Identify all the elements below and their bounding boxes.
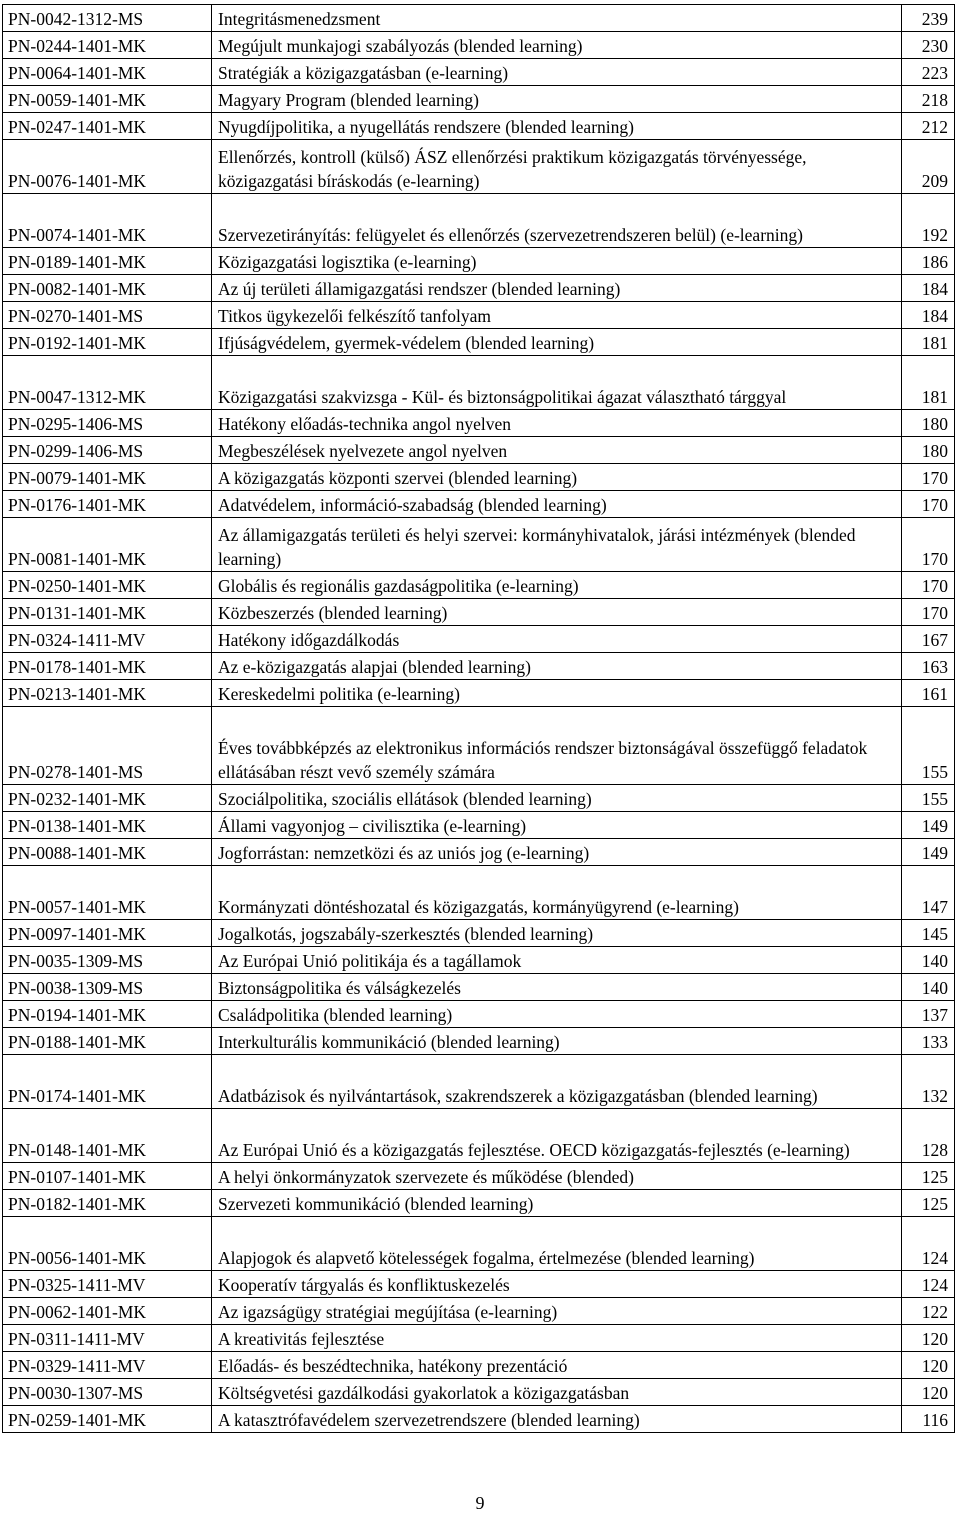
participant-count: 122 bbox=[902, 1298, 955, 1325]
table-row bbox=[3, 1109, 955, 1163]
participant-count: 120 bbox=[902, 1379, 955, 1406]
course-code: PN-0189-1401-MK bbox=[3, 248, 212, 275]
participant-count: 137 bbox=[902, 1001, 955, 1028]
course-title: Szervezetirányítás: felügyelet és ellenőrzés (szervezetrendszeren belül) (e-learning) bbox=[212, 194, 902, 248]
participant-count: 184 bbox=[902, 302, 955, 329]
course-title: Az Európai Unió politikája és a tagállamok bbox=[212, 947, 902, 974]
table-row bbox=[3, 5, 955, 32]
course-title: Biztonságpolitika és válságkezelés bbox=[212, 974, 902, 1001]
participant-count: 180 bbox=[902, 437, 955, 464]
table-row bbox=[3, 1001, 955, 1028]
participant-count: 120 bbox=[902, 1352, 955, 1379]
course-title: Közigazgatási szakvizsga - Kül- és biztonságpolitikai ágazat választható tárggyal bbox=[212, 356, 902, 410]
table-row bbox=[3, 1352, 955, 1379]
table-row bbox=[3, 1190, 955, 1217]
participant-count: 170 bbox=[902, 599, 955, 626]
course-title: Globális és regionális gazdaságpolitika (e-learning) bbox=[212, 572, 902, 599]
course-title: Stratégiák a közigazgatásban (e-learning) bbox=[212, 59, 902, 86]
course-code: PN-0030-1307-MS bbox=[3, 1379, 212, 1406]
table-row bbox=[3, 491, 955, 518]
course-title: Jogalkotás, jogszabály-szerkesztés (blended learning) bbox=[212, 920, 902, 947]
participant-count: 155 bbox=[902, 707, 955, 785]
course-code: PN-0131-1401-MK bbox=[3, 599, 212, 626]
table-row bbox=[3, 59, 955, 86]
participant-count: 125 bbox=[902, 1163, 955, 1190]
course-code: PN-0076-1401-MK bbox=[3, 140, 212, 194]
course-code: PN-0182-1401-MK bbox=[3, 1190, 212, 1217]
participant-count: 223 bbox=[902, 59, 955, 86]
participant-count: 209 bbox=[902, 140, 955, 194]
table-row bbox=[3, 194, 955, 248]
course-title: Adatvédelem, információ-szabadság (blended learning) bbox=[212, 491, 902, 518]
table-row bbox=[3, 275, 955, 302]
course-title: A katasztrófavédelem szervezetrendszere (blended learning) bbox=[212, 1406, 902, 1433]
course-code: PN-0188-1401-MK bbox=[3, 1028, 212, 1055]
course-title: Megbeszélések nyelvezete angol nyelven bbox=[212, 437, 902, 464]
course-code: PN-0176-1401-MK bbox=[3, 491, 212, 518]
course-code: PN-0259-1401-MK bbox=[3, 1406, 212, 1433]
course-code: PN-0311-1411-MV bbox=[3, 1325, 212, 1352]
table-row bbox=[3, 572, 955, 599]
table-row bbox=[3, 599, 955, 626]
table-row bbox=[3, 356, 955, 410]
course-title: Állami vagyonjog – civilisztika (e-learning) bbox=[212, 812, 902, 839]
participant-count: 218 bbox=[902, 86, 955, 113]
course-title: Integritásmenedzsment bbox=[212, 5, 902, 32]
table-row bbox=[3, 866, 955, 920]
course-code: PN-0329-1411-MV bbox=[3, 1352, 212, 1379]
participant-count: 161 bbox=[902, 680, 955, 707]
table-row bbox=[3, 437, 955, 464]
course-title: Nyugdíjpolitika, a nyugellátás rendszere (blended learning) bbox=[212, 113, 902, 140]
course-code: PN-0295-1406-MS bbox=[3, 410, 212, 437]
course-code: PN-0232-1401-MK bbox=[3, 785, 212, 812]
course-title: Költségvetési gazdálkodási gyakorlatok a közigazgatásban bbox=[212, 1379, 902, 1406]
course-code: PN-0079-1401-MK bbox=[3, 464, 212, 491]
course-title: Kereskedelmi politika (e-learning) bbox=[212, 680, 902, 707]
course-title: Hatékony időgazdálkodás bbox=[212, 626, 902, 653]
course-title: Interkulturális kommunikáció (blended learning) bbox=[212, 1028, 902, 1055]
course-code: PN-0174-1401-MK bbox=[3, 1055, 212, 1109]
course-title: Az új területi államigazgatási rendszer (blended learning) bbox=[212, 275, 902, 302]
course-title: Kooperatív tárgyalás és konfliktuskezelés bbox=[212, 1271, 902, 1298]
course-code: PN-0325-1411-MV bbox=[3, 1271, 212, 1298]
table-row bbox=[3, 329, 955, 356]
table-row bbox=[3, 812, 955, 839]
table-row bbox=[3, 839, 955, 866]
participant-count: 170 bbox=[902, 572, 955, 599]
table-row bbox=[3, 1163, 955, 1190]
course-table bbox=[2, 4, 955, 1433]
course-code: PN-0324-1411-MV bbox=[3, 626, 212, 653]
table-row bbox=[3, 653, 955, 680]
course-code: PN-0038-1309-MS bbox=[3, 974, 212, 1001]
table-row bbox=[3, 302, 955, 329]
course-title: Magyary Program (blended learning) bbox=[212, 86, 902, 113]
course-title: Az államigazgatás területi és helyi szervei: kormányhivatalok, járási intézmények (blended learning) bbox=[212, 518, 902, 572]
course-title: Éves továbbképzés az elektronikus információs rendszer biztonságával összefüggő feladatok ellátásában részt vevő személy számára bbox=[212, 707, 902, 785]
course-title: Szociálpolitika, szociális ellátások (blended learning) bbox=[212, 785, 902, 812]
course-title: Közbeszerzés (blended learning) bbox=[212, 599, 902, 626]
table-row bbox=[3, 518, 955, 572]
participant-count: 192 bbox=[902, 194, 955, 248]
participant-count: 140 bbox=[902, 947, 955, 974]
table-row bbox=[3, 1379, 955, 1406]
participant-count: 163 bbox=[902, 653, 955, 680]
participant-count: 132 bbox=[902, 1055, 955, 1109]
table-row bbox=[3, 86, 955, 113]
participant-count: 239 bbox=[902, 5, 955, 32]
participant-count: 145 bbox=[902, 920, 955, 947]
table-row bbox=[3, 140, 955, 194]
participant-count: 124 bbox=[902, 1217, 955, 1271]
course-title: Hatékony előadás-technika angol nyelven bbox=[212, 410, 902, 437]
table-row bbox=[3, 707, 955, 785]
course-code: PN-0059-1401-MK bbox=[3, 86, 212, 113]
course-code: PN-0097-1401-MK bbox=[3, 920, 212, 947]
course-code: PN-0035-1309-MS bbox=[3, 947, 212, 974]
table-row bbox=[3, 974, 955, 1001]
table-row bbox=[3, 920, 955, 947]
table-row bbox=[3, 1325, 955, 1352]
course-title: Előadás- és beszédtechnika, hatékony prezentáció bbox=[212, 1352, 902, 1379]
course-code: PN-0148-1401-MK bbox=[3, 1109, 212, 1163]
course-code: PN-0194-1401-MK bbox=[3, 1001, 212, 1028]
participant-count: 184 bbox=[902, 275, 955, 302]
course-title: Családpolitika (blended learning) bbox=[212, 1001, 902, 1028]
table-row bbox=[3, 1217, 955, 1271]
table-row bbox=[3, 248, 955, 275]
participant-count: 186 bbox=[902, 248, 955, 275]
course-code: PN-0062-1401-MK bbox=[3, 1298, 212, 1325]
participant-count: 149 bbox=[902, 839, 955, 866]
course-code: PN-0107-1401-MK bbox=[3, 1163, 212, 1190]
course-title: A helyi önkormányzatok szervezete és működése (blended) bbox=[212, 1163, 902, 1190]
participant-count: 230 bbox=[902, 32, 955, 59]
page-number: 9 bbox=[475, 1493, 485, 1513]
course-code: PN-0244-1401-MK bbox=[3, 32, 212, 59]
table-row bbox=[3, 464, 955, 491]
course-title: Megújult munkajogi szabályozás (blended learning) bbox=[212, 32, 902, 59]
course-code: PN-0047-1312-MK bbox=[3, 356, 212, 410]
table-row bbox=[3, 1298, 955, 1325]
course-code: PN-0270-1401-MS bbox=[3, 302, 212, 329]
course-code: PN-0213-1401-MK bbox=[3, 680, 212, 707]
participant-count: 155 bbox=[902, 785, 955, 812]
table-row bbox=[3, 32, 955, 59]
participant-count: 212 bbox=[902, 113, 955, 140]
participant-count: 149 bbox=[902, 812, 955, 839]
course-title: Az Európai Unió és a közigazgatás fejlesztése. OECD közigazgatás-fejlesztés (e-learning) bbox=[212, 1109, 902, 1163]
course-code: PN-0299-1406-MS bbox=[3, 437, 212, 464]
course-code: PN-0074-1401-MK bbox=[3, 194, 212, 248]
course-code: PN-0057-1401-MK bbox=[3, 866, 212, 920]
course-code: PN-0042-1312-MS bbox=[3, 5, 212, 32]
course-title: A közigazgatás központi szervei (blended learning) bbox=[212, 464, 902, 491]
course-title: Az igazságügy stratégiai megújítása (e-learning) bbox=[212, 1298, 902, 1325]
participant-count: 181 bbox=[902, 329, 955, 356]
participant-count: 170 bbox=[902, 491, 955, 518]
table-row bbox=[3, 947, 955, 974]
participant-count: 125 bbox=[902, 1190, 955, 1217]
participant-count: 180 bbox=[902, 410, 955, 437]
course-code: PN-0082-1401-MK bbox=[3, 275, 212, 302]
course-code: PN-0056-1401-MK bbox=[3, 1217, 212, 1271]
participant-count: 170 bbox=[902, 464, 955, 491]
participant-count: 133 bbox=[902, 1028, 955, 1055]
course-title: A kreativitás fejlesztése bbox=[212, 1325, 902, 1352]
course-code: PN-0081-1401-MK bbox=[3, 518, 212, 572]
course-title: Ifjúságvédelem, gyermek-védelem (blended learning) bbox=[212, 329, 902, 356]
course-code: PN-0278-1401-MS bbox=[3, 707, 212, 785]
participant-count: 116 bbox=[902, 1406, 955, 1433]
course-code: PN-0178-1401-MK bbox=[3, 653, 212, 680]
table-row bbox=[3, 626, 955, 653]
table-row bbox=[3, 1406, 955, 1433]
participant-count: 167 bbox=[902, 626, 955, 653]
course-title: Ellenőrzés, kontroll (külső) ÁSZ ellenőrzési praktikum közigazgatás törvényessége, közigazgatási bíráskodás (e-learning) bbox=[212, 140, 902, 194]
course-title: Szervezeti kommunikáció (blended learning) bbox=[212, 1190, 902, 1217]
course-title: Kormányzati döntéshozatal és közigazgatás, kormányügyrend (e-learning) bbox=[212, 866, 902, 920]
table-row bbox=[3, 680, 955, 707]
course-title: Az e-közigazgatás alapjai (blended learning) bbox=[212, 653, 902, 680]
participant-count: 181 bbox=[902, 356, 955, 410]
participant-count: 140 bbox=[902, 974, 955, 1001]
table-row bbox=[3, 113, 955, 140]
table-row bbox=[3, 1028, 955, 1055]
table-row bbox=[3, 1271, 955, 1298]
course-title: Jogforrástan: nemzetközi és az uniós jog (e-learning) bbox=[212, 839, 902, 866]
course-title: Titkos ügykezelői felkészítő tanfolyam bbox=[212, 302, 902, 329]
participant-count: 120 bbox=[902, 1325, 955, 1352]
course-title: Közigazgatási logisztika (e-learning) bbox=[212, 248, 902, 275]
table-row bbox=[3, 785, 955, 812]
course-code: PN-0192-1401-MK bbox=[3, 329, 212, 356]
course-code: PN-0250-1401-MK bbox=[3, 572, 212, 599]
participant-count: 124 bbox=[902, 1271, 955, 1298]
participant-count: 147 bbox=[902, 866, 955, 920]
course-title: Alapjogok és alapvető kötelességek fogalma, értelmezése (blended learning) bbox=[212, 1217, 902, 1271]
participant-count: 128 bbox=[902, 1109, 955, 1163]
course-code: PN-0088-1401-MK bbox=[3, 839, 212, 866]
course-title: Adatbázisok és nyilvántartások, szakrendszerek a közigazgatásban (blended learning) bbox=[212, 1055, 902, 1109]
course-code: PN-0064-1401-MK bbox=[3, 59, 212, 86]
table-row bbox=[3, 410, 955, 437]
table-row bbox=[3, 1055, 955, 1109]
participant-count: 170 bbox=[902, 518, 955, 572]
course-code: PN-0138-1401-MK bbox=[3, 812, 212, 839]
course-code: PN-0247-1401-MK bbox=[3, 113, 212, 140]
